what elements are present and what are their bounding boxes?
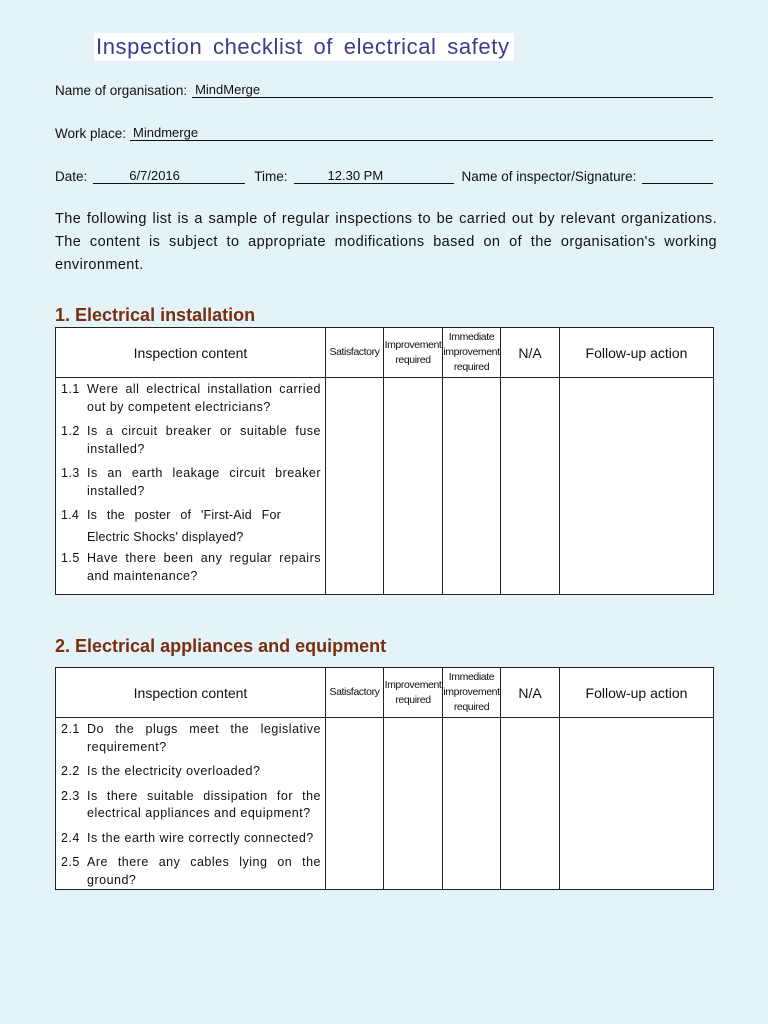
list-item xyxy=(61,830,321,848)
workplace-value[interactable]: Mindmerge xyxy=(130,125,713,141)
na-cell[interactable] xyxy=(501,378,560,595)
inspection-items-cell xyxy=(56,718,326,890)
time-value[interactable]: 12.30 PM xyxy=(294,168,454,184)
intro-paragraph: The following list is a sample of regular inspections to be carried out by relevant organizations. The content is subject to appropriate modifications based on of the organisation's working environment. xyxy=(55,211,717,273)
column-header-improvement: Improvement required xyxy=(384,328,443,378)
workplace-label: Work place: xyxy=(55,126,127,141)
date-value[interactable]: 6/7/2016 xyxy=(93,168,245,184)
item-number: 2.3 xyxy=(61,788,80,803)
organisation-value[interactable]: MindMerge xyxy=(192,82,713,98)
item-text: Have there been any regular repairs and maintenance? xyxy=(87,551,321,583)
list-item xyxy=(61,721,321,756)
item-text: Were all electrical installation carried out by competent electricians? xyxy=(87,382,321,414)
item-number: 2.2 xyxy=(61,764,80,778)
item-text: Is an earth leakage circuit breaker installed? xyxy=(87,466,321,498)
column-header-improvement: Improvement required xyxy=(384,668,443,718)
date-label: Date: xyxy=(55,169,88,184)
time-label: Time: xyxy=(254,169,288,184)
item-text: Are there any cables lying on the ground? xyxy=(87,855,321,887)
column-header-content: Inspection content xyxy=(56,668,326,718)
item-number: 1.5 xyxy=(61,551,80,565)
section-title: 2. Electrical appliances and equipment xyxy=(55,636,387,656)
list-item xyxy=(61,763,321,781)
followup-cell[interactable] xyxy=(560,718,714,890)
date-time-inspector-field xyxy=(55,168,713,184)
list-item xyxy=(61,788,321,823)
item-number: 1.4 xyxy=(61,508,79,522)
item-number: 1.1 xyxy=(61,382,80,396)
column-header-followup: Follow-up action xyxy=(560,668,714,718)
list-item xyxy=(61,504,321,548)
workplace-field xyxy=(55,125,713,141)
list-item xyxy=(61,465,321,500)
immediate-cell[interactable] xyxy=(443,378,501,595)
immediate-cell[interactable] xyxy=(443,718,501,890)
column-header-na: N/A xyxy=(501,668,560,718)
item-text: Do the plugs meet the legislative requirement? xyxy=(87,722,321,754)
inspector-value[interactable] xyxy=(642,168,713,184)
item-number: 1.2 xyxy=(61,424,80,438)
item-text: Is the electricity overloaded? xyxy=(87,764,261,778)
item-text: Is the poster of 'First-Aid For Electric Shocks' displayed? xyxy=(87,508,281,544)
organisation-label: Name of organisation: xyxy=(55,83,188,98)
column-header-followup: Follow-up action xyxy=(560,328,714,378)
page-title: Inspection checklist of electrical safety xyxy=(94,33,514,61)
item-text: Is a circuit breaker or suitable fuse installed? xyxy=(87,424,321,456)
column-header-immediate: Immediate improvement required xyxy=(443,328,501,378)
followup-cell[interactable] xyxy=(560,378,714,595)
list-item xyxy=(61,381,321,416)
column-header-satisfactory: Satisfactory xyxy=(326,668,384,718)
item-number: 2.1 xyxy=(61,722,80,736)
column-header-immediate: Immediate improvement required xyxy=(443,668,501,718)
section-title: 1. Electrical installation xyxy=(55,305,256,325)
list-item xyxy=(61,550,321,585)
satisfactory-cell[interactable] xyxy=(326,378,384,595)
column-header-content: Inspection content xyxy=(56,328,326,378)
list-item xyxy=(61,854,321,889)
inspection-items-cell xyxy=(56,378,326,595)
item-text: Is there suitable dissipation for the electrical appliances and equipment? xyxy=(87,788,321,820)
improvement-cell[interactable] xyxy=(384,378,443,595)
inspector-label: Name of inspector/Signature: xyxy=(461,169,637,184)
column-header-satisfactory: Satisfactory xyxy=(326,328,384,378)
list-item xyxy=(61,423,321,458)
satisfactory-cell[interactable] xyxy=(326,718,384,890)
organisation-field xyxy=(55,82,713,98)
checklist-table-electrical-appliances xyxy=(55,667,714,890)
item-number: 2.5 xyxy=(61,855,80,869)
improvement-cell[interactable] xyxy=(384,718,443,890)
na-cell[interactable] xyxy=(501,718,560,890)
column-header-na: N/A xyxy=(501,328,560,378)
checklist-table-electrical-installation xyxy=(55,327,714,595)
item-text: Is the earth wire correctly connected? xyxy=(87,830,314,845)
item-number: 2.4 xyxy=(61,830,80,845)
item-number: 1.3 xyxy=(61,466,80,480)
